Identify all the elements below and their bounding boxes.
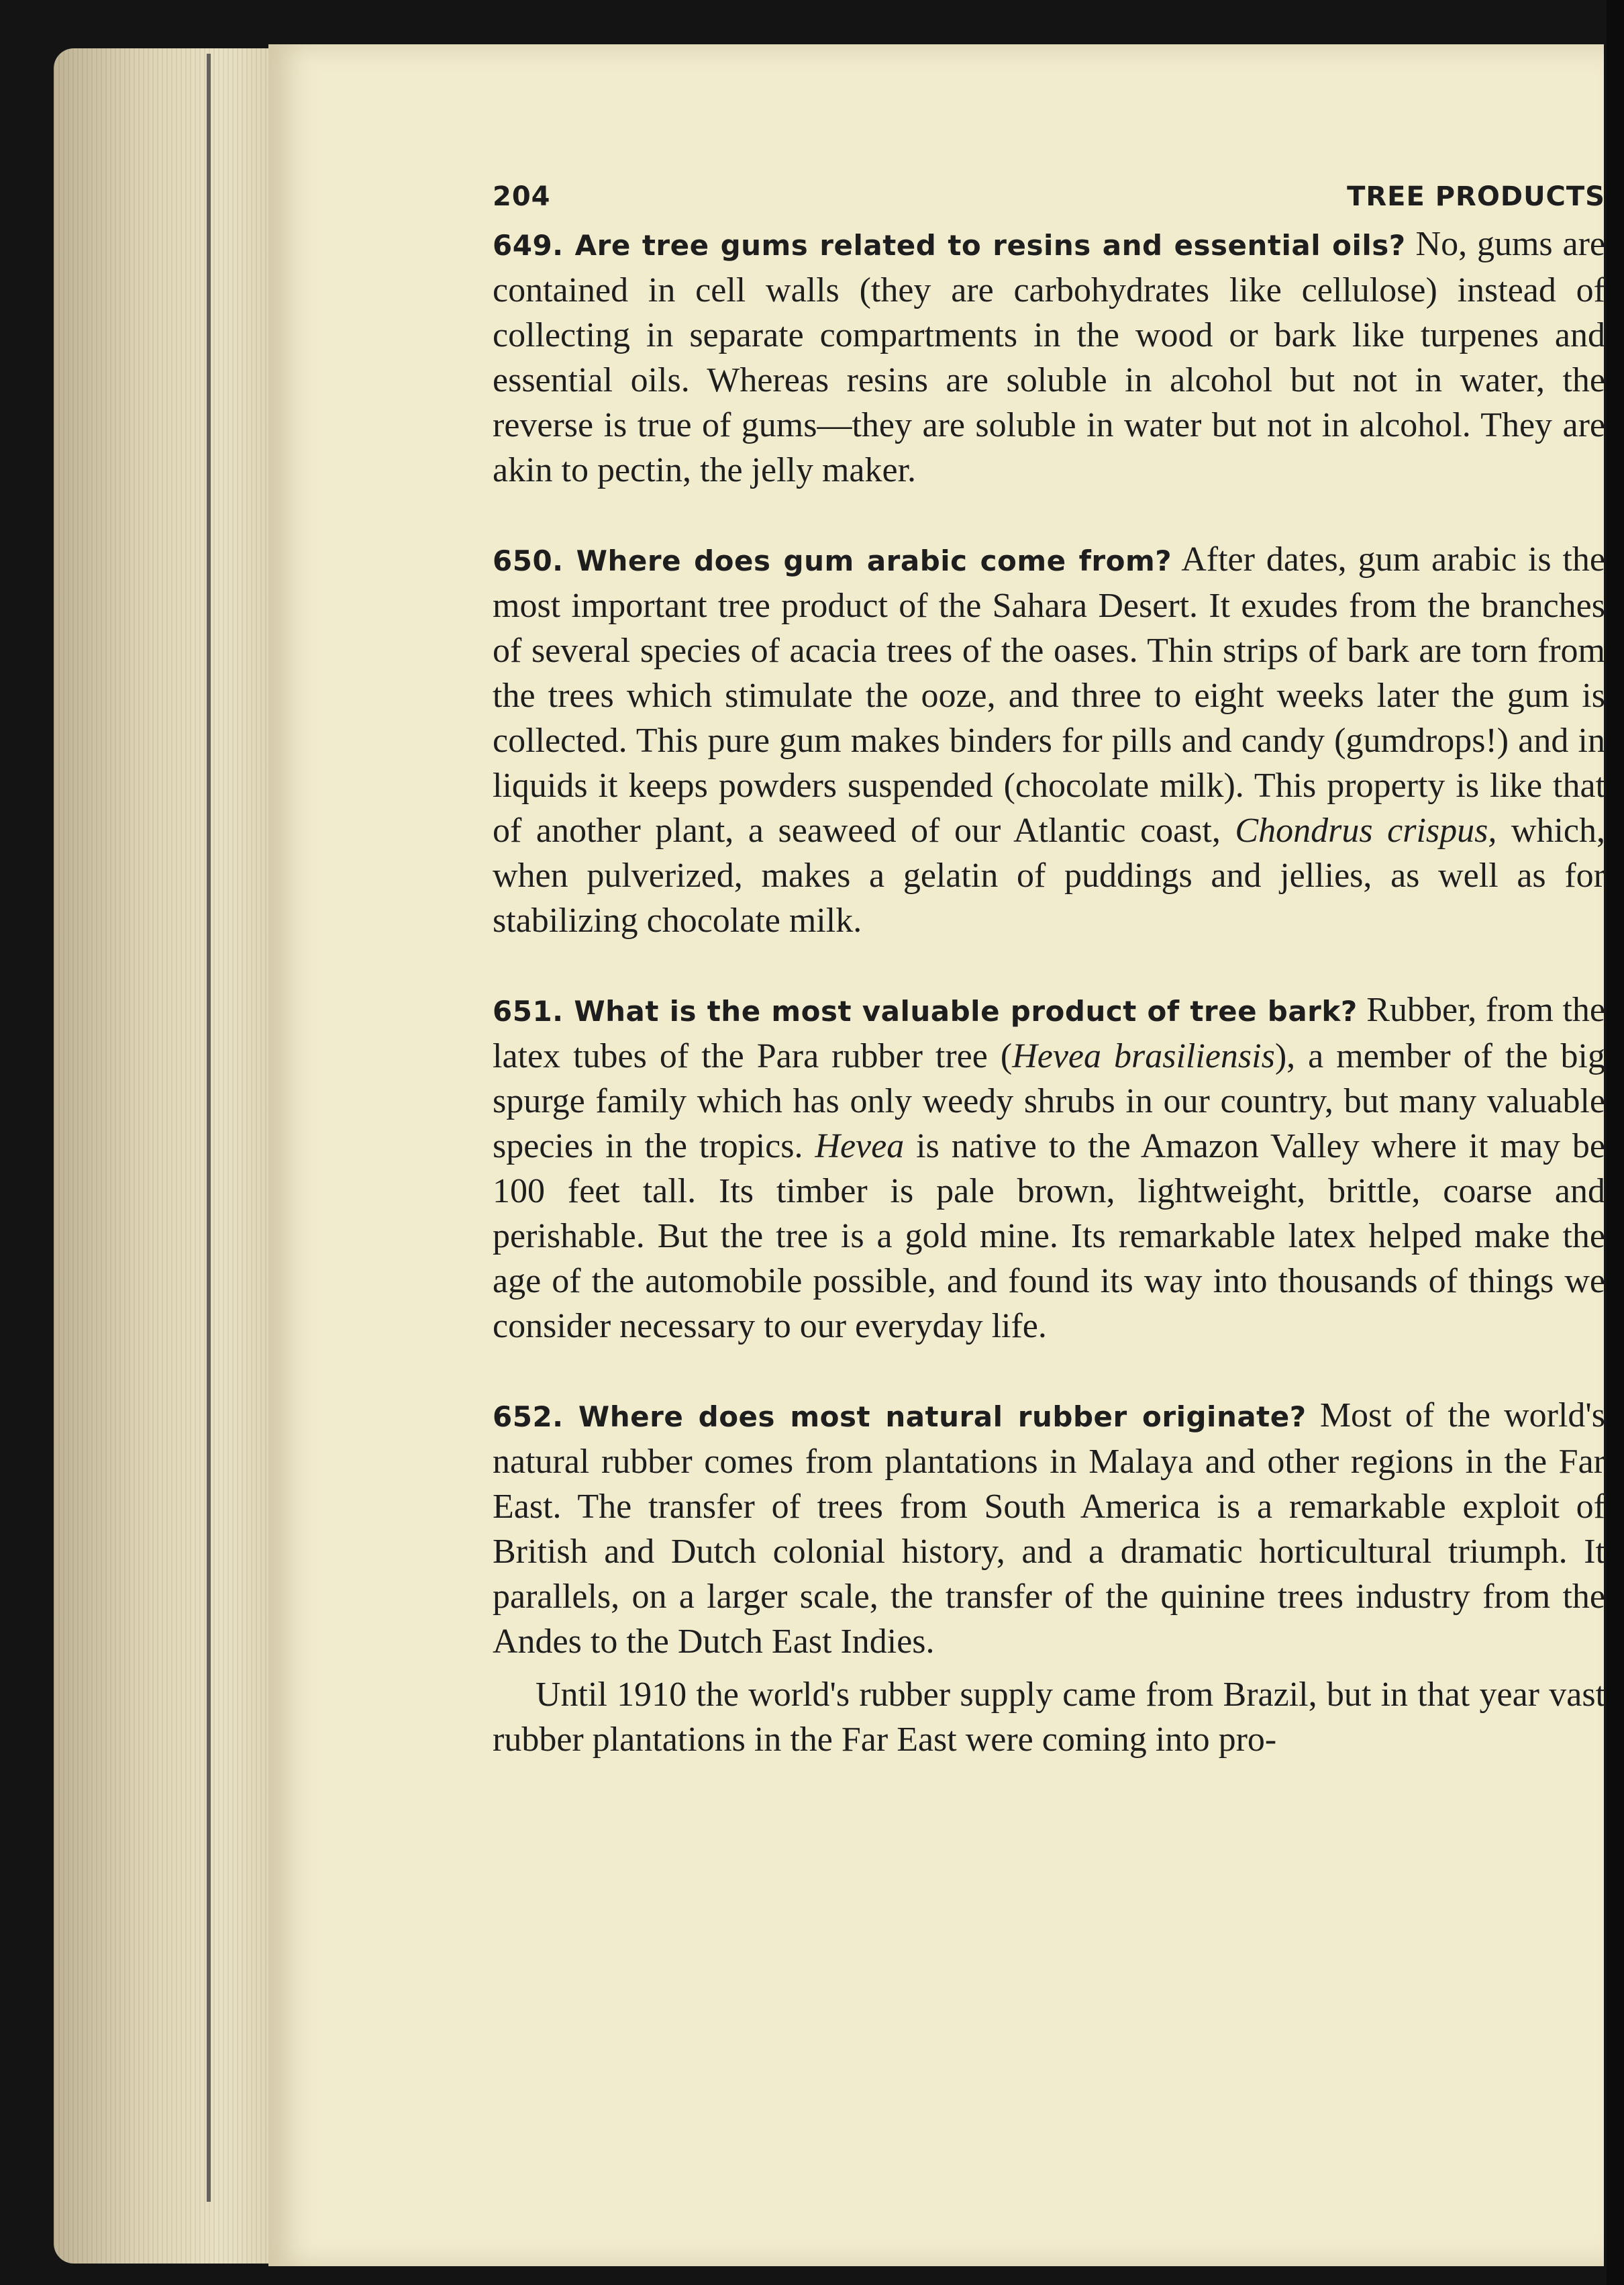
species-name: Chondrus crispus, — [1235, 812, 1497, 850]
entry-652 — [493, 1393, 1605, 1664]
page-number: 204 — [493, 181, 551, 212]
running-head — [493, 180, 1605, 213]
question-651: 651. What is the most valuable product of tree bark? — [493, 995, 1358, 1028]
entry-651 — [493, 987, 1605, 1349]
right-edge — [1607, 0, 1624, 2285]
answer-650-text: After dates, gum arabic is the most important tree product of the Sahara Desert. It exudes from the branches of several species of acacia trees of the oases. Thin strips of bark are torn from the trees which stimulate the ooze, and three to eight weeks later the gum is collected. This pure gum makes binders for pills and candy (gumdrops!) and in liquids it keeps powders suspended (chocolate milk). This property is like that of another plant, a seaweed of our Atlantic coast, — [493, 540, 1606, 850]
page-edges — [54, 48, 295, 2264]
question-650: 650. Where does gum arabic come from? — [493, 544, 1172, 577]
answer-651 — [493, 991, 1605, 1345]
species-name-hevea-brasiliensis: Hevea brasiliensis — [1012, 1037, 1275, 1075]
answer-650 — [493, 540, 1605, 940]
answer-651-text-2: ), a member of the big spurge family which has only weedy shrubs in our country, but many valuable species in the tropics. — [493, 1037, 1606, 1165]
entry-652-continuation: Until 1910 the world's rubber supply came from Brazil, but in that year vast rubber plantations in the Far East were coming into pro- — [493, 1675, 1605, 1759]
answer-649: No, gums are contained in cell walls (they are carbohydrates like cellulose) instead of collecting in separate compartments in the wood or bark like turpenes and essential oils. Whereas resins are soluble in alcohol but not in water, the reverse is true of gums—they are soluble in water but not in alcohol. They are akin to pectin, the jelly maker. — [493, 225, 1605, 489]
answer-650-text-end: which, when pulverized, makes a gelatin of puddings and jellies, as well as for stabilizing chocolate milk. — [493, 812, 1605, 940]
question-649: 649. Are tree gums related to resins and essential oils? — [493, 229, 1406, 262]
answer-652: Most of the world's natural rubber comes from plantations in Malaya and other regions in the Far East. The transfer of trees from South America is a remarkable exploit of British and Dutch colonial history, and a dramatic horticultural triumph. It parallels, on a larger scale, the transfer of the quinine trees industry from the Andes to the Dutch East Indies. — [493, 1396, 1606, 1661]
spine-shadow — [207, 54, 211, 2202]
entry-650 — [493, 537, 1605, 943]
answer-651-text-3: is native to the Amazon Valley where it may be 100 feet tall. Its timber is pale brown, lightweight, brittle, coarse and perishable. But the tree is a gold mine. Its remarkable latex helped make the age of the automobile possible, and found its way into thousands of things we consider necessary to our everyday life. — [493, 1127, 1605, 1345]
genus-name-hevea: Hevea — [815, 1127, 905, 1165]
section-title: TREE PRODUCTS — [1347, 181, 1605, 212]
answer-651-text-1: Rubber, from the latex tubes of the Para rubber tree ( — [493, 991, 1606, 1075]
page-content — [493, 180, 1605, 1806]
entry-649 — [493, 222, 1605, 493]
question-652: 652. Where does most natural rubber originate? — [493, 1400, 1307, 1433]
